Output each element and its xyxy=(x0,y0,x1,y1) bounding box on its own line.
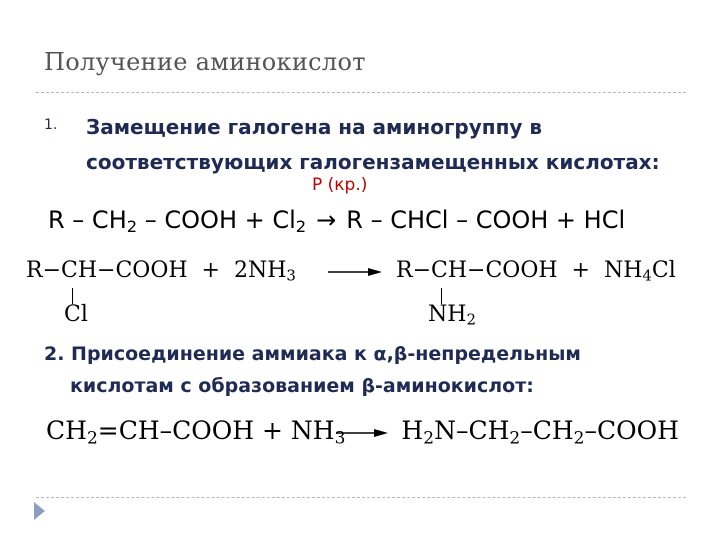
item-1-line-1: Замещение галогена на аминогруппу в xyxy=(86,115,543,139)
eq3-b-sub: 3 xyxy=(334,428,346,449)
eq3-f: –COOH xyxy=(584,416,679,445)
item-1-text xyxy=(86,110,660,180)
eq1-sub-a: 2 xyxy=(126,217,138,237)
eq3-c-sub: 2 xyxy=(423,428,435,449)
slide-bullet-icon xyxy=(34,502,45,520)
item-1-number: 1. xyxy=(44,117,58,133)
reaction-condition: Р (кр.) xyxy=(312,175,368,195)
eq2-left-sub: 3 xyxy=(286,266,296,285)
eq2-right-tail: Cl xyxy=(651,258,676,283)
eq1-part-a: R – CH xyxy=(48,206,127,234)
eq1-arrow: → xyxy=(316,206,337,234)
eq3-d: N–CH xyxy=(434,416,510,445)
eq3-e-sub: 2 xyxy=(573,428,585,449)
eq2-right-sub: 4 xyxy=(642,266,652,285)
eq2-right-substituent xyxy=(428,302,476,327)
eq1-part-b: – COOH + Cl xyxy=(137,206,296,234)
item-2-line-2: кислотам с образованием β-аминокислот: xyxy=(70,375,534,397)
equation-2-left xyxy=(26,258,296,283)
equation-1 xyxy=(48,206,626,237)
eq3-b: =CH–COOH + NH xyxy=(97,416,335,445)
eq1-part-c: R – CHCl – COOH + HCl xyxy=(346,206,626,234)
eq3-reaction-arrow xyxy=(336,426,388,440)
eq2-left-substituent: Cl xyxy=(64,302,88,327)
item-2-line-1: 2. Присоединение аммиака к α,β-непредельным xyxy=(44,343,581,365)
eq1-sub-b: 2 xyxy=(295,217,307,237)
eq2-right-formula: R−CH−COOH + NH xyxy=(396,258,643,283)
eq2-reaction-arrow xyxy=(328,265,382,279)
eq2-right-substituent-sub: 2 xyxy=(466,310,476,329)
title-divider xyxy=(36,92,686,93)
equation-2-right xyxy=(396,258,676,283)
eq3-a-sub: 2 xyxy=(86,428,98,449)
slide-title: Получение аминокислот xyxy=(44,48,366,76)
item-2-text xyxy=(44,338,581,402)
eq3-e: –CH xyxy=(520,416,574,445)
footer-divider xyxy=(36,497,686,498)
eq3-c: H xyxy=(401,416,424,445)
eq3-a: CH xyxy=(46,416,87,445)
eq2-right-substituent-text: NH xyxy=(428,302,467,327)
eq2-left-formula: R−CH−COOH + 2NH xyxy=(26,258,287,283)
eq3-d-sub: 2 xyxy=(509,428,521,449)
item-1-line-2: соответствующих галогензамещенных кислотах: xyxy=(86,150,660,174)
